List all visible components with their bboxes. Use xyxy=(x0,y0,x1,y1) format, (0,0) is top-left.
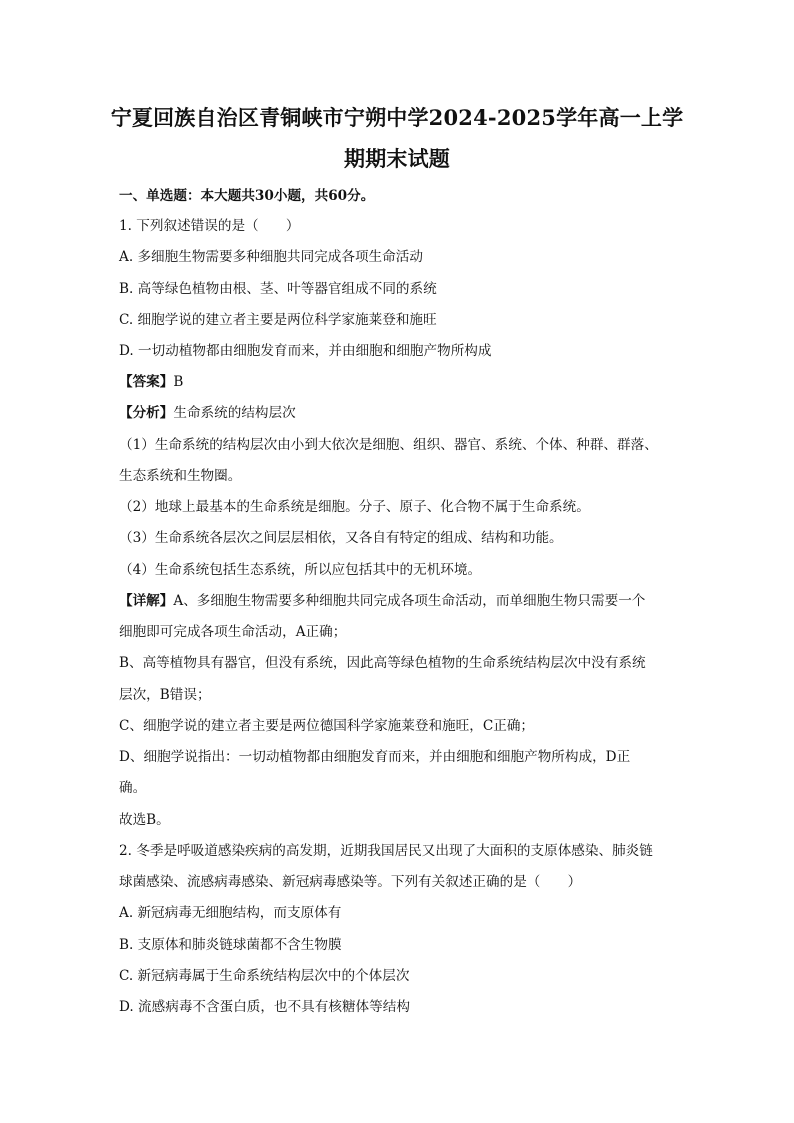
q2-option-c: C. 新冠病毒属于生命系统结构层次中的个体层次 xyxy=(119,968,410,984)
q1-detail-a1 xyxy=(119,591,679,611)
page-title-line1: 宁夏回族自治区青铜峡市宁朔中学2024-2025学年高一上学 xyxy=(110,105,684,130)
answer-value: B xyxy=(173,374,184,390)
q1-detail-b1: B、高等植物具有器官，但没有系统，因此高等绿色植物的生命系统结构层次中没有系统 xyxy=(119,655,646,671)
q1-detail-c: C、细胞学说的建立者主要是两位德国科学家施莱登和施旺，C正确； xyxy=(119,718,535,734)
q1-analysis-3: （3）生命系统各层次之间层层相依，又各自有特定的组成、结构和功能。 xyxy=(119,530,563,546)
answer-tag: 【答案】 xyxy=(119,374,174,390)
detail-tag: 【详解】 xyxy=(119,593,174,609)
detail-a1-text: A、多细胞生物需要多种细胞共同完成各项生命活动，而单细胞生物只需要一个 xyxy=(173,593,646,609)
q2-option-b: B. 支原体和肺炎链球菌都不含生物膜 xyxy=(119,937,342,953)
q1-analysis-2: （2）地球上最基本的生命系统是细胞。分子、原子、化合物不属于生命系统。 xyxy=(119,499,590,515)
q1-detail-d1: D、细胞学说指出：一切动植物都由细胞发育而来，并由细胞和细胞产物所构成，D正 xyxy=(119,749,631,765)
q2-stem-line1: 2. 冬季是呼吸道感染疾病的高发期，近期我国居民又出现了大面积的支原体感染、肺炎链 xyxy=(119,843,653,859)
analysis-title: 生命系统的结构层次 xyxy=(173,405,296,421)
q1-conclusion: 故选B。 xyxy=(119,812,170,828)
q1-analysis-1b: 生态系统和生物圈。 xyxy=(119,468,242,484)
q1-option-c: C. 细胞学说的建立者主要是两位科学家施莱登和施旺 xyxy=(119,312,437,328)
q1-detail-b2: 层次，B错误； xyxy=(119,687,211,703)
q1-detail-d2: 确。 xyxy=(119,780,147,796)
q1-stem: 1. 下列叙述错误的是（ ） xyxy=(119,218,300,234)
q1-analysis-1a: （1）生命系统的结构层次由小到大依次是细胞、组织、器官、系统、个体、种群、群落、 xyxy=(119,437,658,453)
q1-answer xyxy=(119,372,679,392)
q2-option-d: D. 流感病毒不含蛋白质，也不具有核糖体等结构 xyxy=(119,999,410,1015)
q2-stem-line2: 球菌感染、流感病毒感染、新冠病毒感染等。下列有关叙述正确的是（ ） xyxy=(119,874,582,890)
q1-analysis-4: （4）生命系统包括生态系统，所以应包括其中的无机环境。 xyxy=(119,562,482,578)
q1-analysis-heading xyxy=(119,403,679,423)
section-heading: 一、单选题：本大题共30小题，共60分。 xyxy=(119,188,375,204)
q2-option-a: A. 新冠病毒无细胞结构，而支原体有 xyxy=(119,905,342,921)
q1-option-a: A. 多细胞生物需要多种细胞共同完成各项生命活动 xyxy=(119,249,423,265)
page-title-line2: 期期末试题 xyxy=(344,146,450,171)
q1-option-d: D. 一切动植物都由细胞发育而来，并由细胞和细胞产物所构成 xyxy=(119,343,492,359)
q1-detail-a2: 细胞即可完成各项生命活动，A正确； xyxy=(119,624,347,640)
q1-option-b: B. 高等绿色植物由根、茎、叶等器官组成不同的系统 xyxy=(119,281,437,297)
analysis-tag: 【分析】 xyxy=(119,405,174,421)
